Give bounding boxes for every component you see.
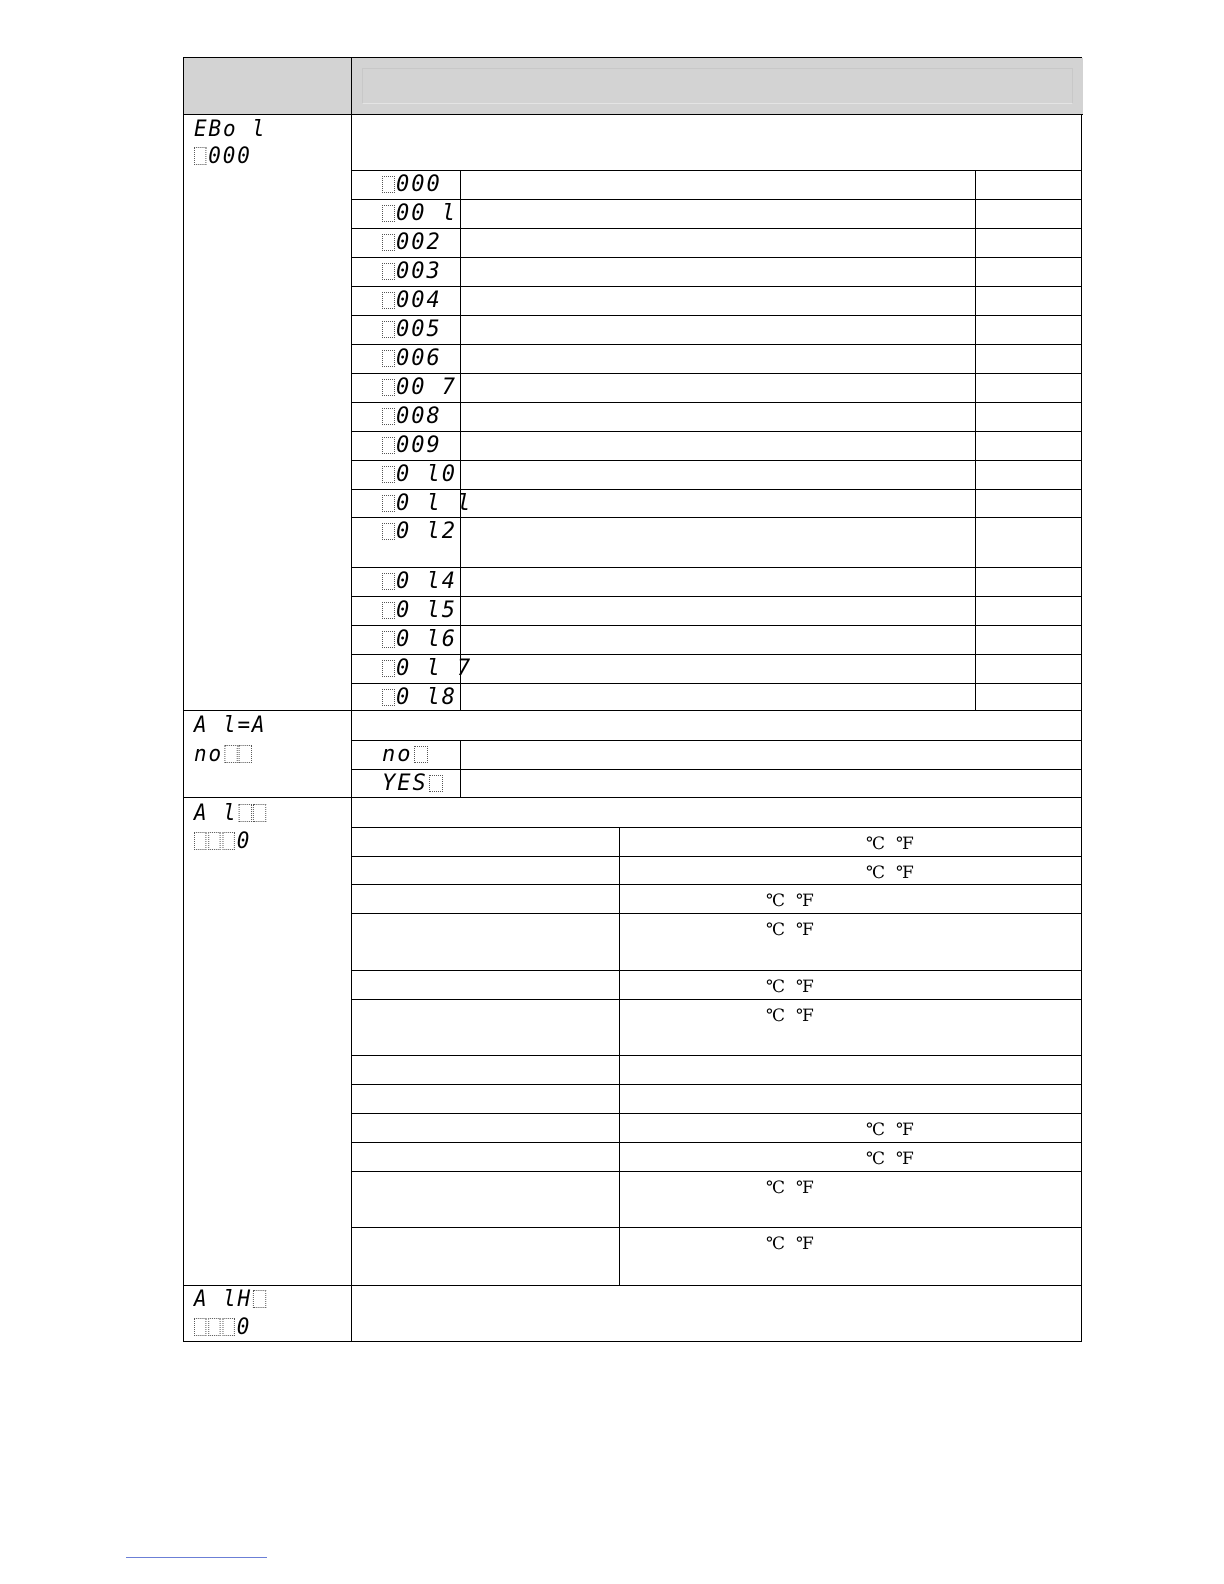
a1ea-option-no: no bbox=[382, 743, 428, 767]
ebo1-option-code: 006 bbox=[382, 347, 442, 371]
fahrenheit-unit: ℉ bbox=[796, 1178, 814, 1198]
celsius-unit: ℃ bbox=[866, 1120, 886, 1140]
celsius-unit: ℃ bbox=[866, 1149, 886, 1169]
a1ea-option-yes: YES bbox=[382, 772, 443, 796]
celsius-unit: ℃ bbox=[766, 1178, 786, 1198]
ebo1-option-code: 004 bbox=[382, 289, 442, 313]
fahrenheit-unit: ℉ bbox=[796, 1234, 814, 1254]
ebo1-option-code: 0 l4 bbox=[382, 570, 457, 594]
fahrenheit-unit: ℉ bbox=[796, 891, 814, 911]
ebo1-option-code: 002 bbox=[382, 231, 442, 255]
ebo1-option-code: 0 l2 bbox=[382, 520, 457, 544]
ebo1-option-code: 009 bbox=[382, 434, 442, 458]
ebo1-code-line1: EBo l bbox=[194, 117, 267, 142]
celsius-unit: ℃ bbox=[866, 863, 886, 883]
fahrenheit-unit: ℉ bbox=[796, 920, 814, 940]
ebo1-option-code: 0 l 7 bbox=[382, 657, 472, 681]
ebo1-option-code: 0 l8 bbox=[382, 686, 457, 710]
ebo1-option-code: 005 bbox=[382, 318, 442, 342]
ebo1-option-code: 0 l6 bbox=[382, 628, 457, 652]
table-header-description bbox=[352, 58, 1083, 115]
fahrenheit-unit: ℉ bbox=[896, 834, 914, 854]
celsius-unit: ℃ bbox=[766, 977, 786, 997]
celsius-unit: ℃ bbox=[766, 1006, 786, 1026]
fahrenheit-unit: ℉ bbox=[896, 1120, 914, 1140]
a1h-code-line2: 0 bbox=[194, 1316, 251, 1340]
fahrenheit-unit: ℉ bbox=[896, 1149, 914, 1169]
fahrenheit-unit: ℉ bbox=[896, 863, 914, 883]
a1ea-code-line2: no bbox=[194, 743, 251, 767]
column-divider bbox=[351, 57, 352, 1342]
ebo1-option-code: 0 l l bbox=[382, 492, 472, 516]
ebo1-option-code: 0 l5 bbox=[382, 599, 457, 623]
a1h-code-line1: A lH bbox=[194, 1288, 266, 1312]
ebo1-option-code: 008 bbox=[382, 405, 442, 429]
fahrenheit-unit: ℉ bbox=[796, 1006, 814, 1026]
ebo1-code-line2: 000 bbox=[194, 145, 252, 169]
ebo1-option-code: 00 7 bbox=[382, 376, 457, 400]
celsius-unit: ℃ bbox=[766, 920, 786, 940]
ebo1-option-code: 0 l0 bbox=[382, 463, 457, 487]
table-header-parameter bbox=[184, 58, 352, 115]
ebo1-option-code: 003 bbox=[382, 260, 442, 284]
ebo1-option-code: 00 l bbox=[382, 202, 457, 226]
footnote-rule bbox=[126, 1557, 267, 1558]
celsius-unit: ℃ bbox=[766, 891, 786, 911]
a1ea-code-line1: A l=A bbox=[194, 713, 267, 738]
fahrenheit-unit: ℉ bbox=[796, 977, 814, 997]
ebo1-option-code: 000 bbox=[382, 173, 442, 197]
parameter-table bbox=[183, 57, 1082, 1342]
celsius-unit: ℃ bbox=[766, 1234, 786, 1254]
a1-code-line2: 0 bbox=[194, 830, 251, 854]
celsius-unit: ℃ bbox=[866, 834, 886, 854]
a1-code-line1: A l bbox=[194, 802, 266, 826]
